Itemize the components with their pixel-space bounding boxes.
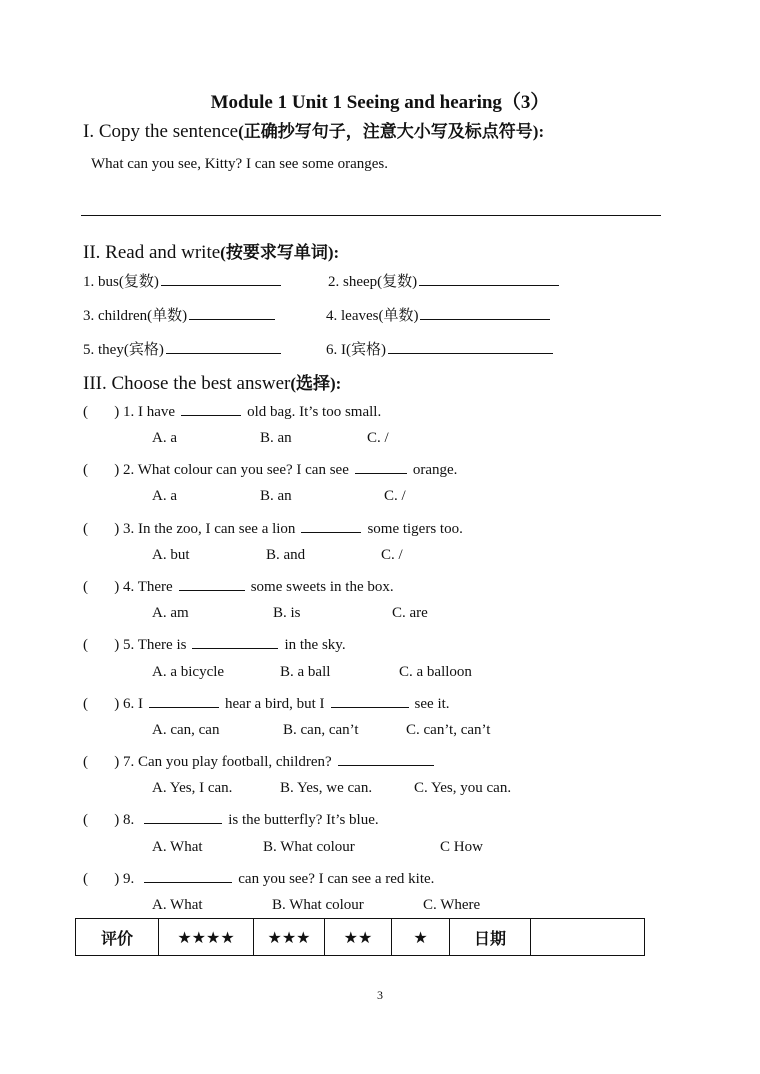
option-a: A. a	[152, 430, 177, 446]
word-item-label: 6. I(宾格)	[326, 342, 386, 358]
question-text: 5. There is	[123, 637, 187, 653]
answer-parentheses[interactable]: ( )	[83, 871, 120, 887]
option-b: B. an	[260, 430, 292, 446]
question-blank[interactable]	[301, 518, 361, 533]
option-c: C. Where	[423, 897, 481, 913]
question-text: hear a bird, but I	[225, 696, 325, 712]
question-blank[interactable]	[192, 634, 278, 649]
page-title: Module 1 Unit 1 Seeing and hearing（3）	[210, 92, 550, 113]
section-1-instruction: (正确抄写句子，注意大小写及标点符号):	[238, 122, 545, 141]
answer-parentheses[interactable]: ( )	[83, 696, 120, 712]
question-text: old bag. It’s too small.	[247, 404, 382, 420]
question-row	[83, 751, 440, 771]
question-blank[interactable]	[331, 693, 409, 708]
question-row	[83, 693, 450, 713]
word-item-label: 2. sheep(复数)	[328, 274, 418, 290]
option-a: A. a bicycle	[152, 664, 225, 680]
question-text: 2. What colour can you see? I can see	[123, 462, 349, 478]
question-row	[83, 518, 463, 538]
question-blank[interactable]	[355, 459, 407, 474]
section-3-heading	[83, 369, 341, 395]
answer-parentheses[interactable]: ( )	[83, 404, 120, 420]
question-blank[interactable]	[144, 868, 232, 883]
question-row	[83, 401, 381, 421]
copy-answer-line[interactable]	[81, 215, 661, 216]
option-b: B. What colour	[263, 839, 355, 855]
question-blank[interactable]	[149, 693, 219, 708]
option-b: B. What colour	[272, 897, 364, 913]
word-item	[328, 270, 565, 291]
answer-parentheses[interactable]: ( )	[83, 637, 120, 653]
answer-blank[interactable]	[388, 339, 553, 354]
option-c: C. a balloon	[399, 664, 472, 680]
option-c: C. can’t, can’t	[406, 722, 491, 738]
word-item	[83, 304, 281, 325]
section-3-instruction: (选择):	[290, 374, 342, 393]
section-2-title: II. Read and write	[83, 242, 221, 263]
question-text: 8.	[123, 812, 135, 828]
answer-blank[interactable]	[166, 339, 281, 354]
option-c: C. /	[384, 488, 406, 504]
question-row	[83, 459, 457, 479]
question-text: some tigers too.	[367, 521, 463, 537]
answer-parentheses[interactable]: ( )	[83, 521, 120, 537]
word-item-label: 1. bus(复数)	[83, 274, 159, 290]
rating-one-star[interactable]: ★	[392, 919, 450, 956]
rating-two-stars[interactable]: ★★	[325, 919, 392, 956]
answer-parentheses[interactable]: ( )	[83, 754, 120, 770]
question-blank[interactable]	[179, 576, 245, 591]
question-text: 4. There	[123, 579, 173, 595]
word-item	[326, 338, 559, 359]
evaluation-label: 评价	[76, 919, 159, 956]
copy-sentence: What can you see, Kitty? I can see some oranges.	[91, 156, 388, 172]
answer-blank[interactable]	[161, 271, 281, 286]
question-blank[interactable]	[181, 401, 241, 416]
option-a: A. am	[152, 605, 189, 621]
section-2-instruction: (按要求写单词):	[220, 243, 340, 262]
answer-parentheses[interactable]: ( )	[83, 579, 120, 595]
option-b: B. is	[273, 605, 301, 621]
answer-parentheses[interactable]: ( )	[83, 462, 120, 478]
section-1-heading	[83, 117, 544, 143]
option-b: B. can, can’t	[283, 722, 359, 738]
question-blank[interactable]	[144, 809, 222, 824]
question-text: 1. I have	[123, 404, 176, 420]
option-b: B. and	[266, 547, 306, 563]
option-a: A. What	[152, 839, 203, 855]
word-item-label: 4. leaves(单数)	[326, 308, 419, 324]
section-3-title: III. Choose the best answer	[83, 373, 291, 394]
question-row	[83, 576, 394, 596]
option-b: B. a ball	[280, 664, 331, 680]
option-b: B. Yes, we can.	[280, 780, 373, 796]
answer-blank[interactable]	[189, 305, 275, 320]
word-item	[326, 304, 556, 325]
question-text: in the sky.	[284, 637, 346, 653]
option-b: B. an	[260, 488, 292, 504]
date-label: 日期	[450, 919, 531, 956]
option-a: A. can, can	[152, 722, 220, 738]
question-text: 9.	[123, 871, 135, 887]
option-c: C. are	[392, 605, 428, 621]
question-row	[83, 868, 434, 888]
word-item-label: 3. children(单数)	[83, 308, 188, 324]
question-text: 3. In the zoo, I can see a lion	[123, 521, 296, 537]
option-c: C. /	[367, 430, 389, 446]
section-2-heading	[83, 238, 339, 264]
page-number: 3	[377, 988, 383, 1002]
option-a: A. Yes, I can.	[152, 780, 233, 796]
question-row	[83, 809, 379, 829]
question-text: orange.	[412, 462, 458, 478]
question-blank[interactable]	[338, 751, 434, 766]
evaluation-table	[75, 918, 645, 956]
question-text: 6. I	[123, 696, 143, 712]
word-item	[83, 338, 287, 359]
option-c: C. /	[381, 547, 403, 563]
option-a: A. What	[152, 897, 203, 913]
answer-parentheses[interactable]: ( )	[83, 812, 120, 828]
rating-four-stars[interactable]: ★★★★	[159, 919, 254, 956]
question-row	[83, 634, 346, 654]
option-c: C. Yes, you can.	[414, 780, 512, 796]
option-a: A. a	[152, 488, 177, 504]
option-a: A. but	[152, 547, 190, 563]
answer-blank[interactable]	[419, 271, 559, 286]
date-field[interactable]	[531, 919, 645, 956]
question-text: can you see? I can see a red kite.	[238, 871, 435, 887]
answer-blank[interactable]	[420, 305, 550, 320]
question-text: see it.	[414, 696, 450, 712]
rating-three-stars[interactable]: ★★★	[254, 919, 325, 956]
word-item-label: 5. they(宾格)	[83, 342, 164, 358]
section-1-title: I. Copy the sentence	[83, 121, 239, 142]
question-text: some sweets in the box.	[250, 579, 394, 595]
question-text: 7. Can you play football, children?	[123, 754, 332, 770]
option-c: C How	[440, 839, 483, 855]
word-item	[83, 270, 287, 291]
question-text: is the butterfly? It’s blue.	[228, 812, 379, 828]
